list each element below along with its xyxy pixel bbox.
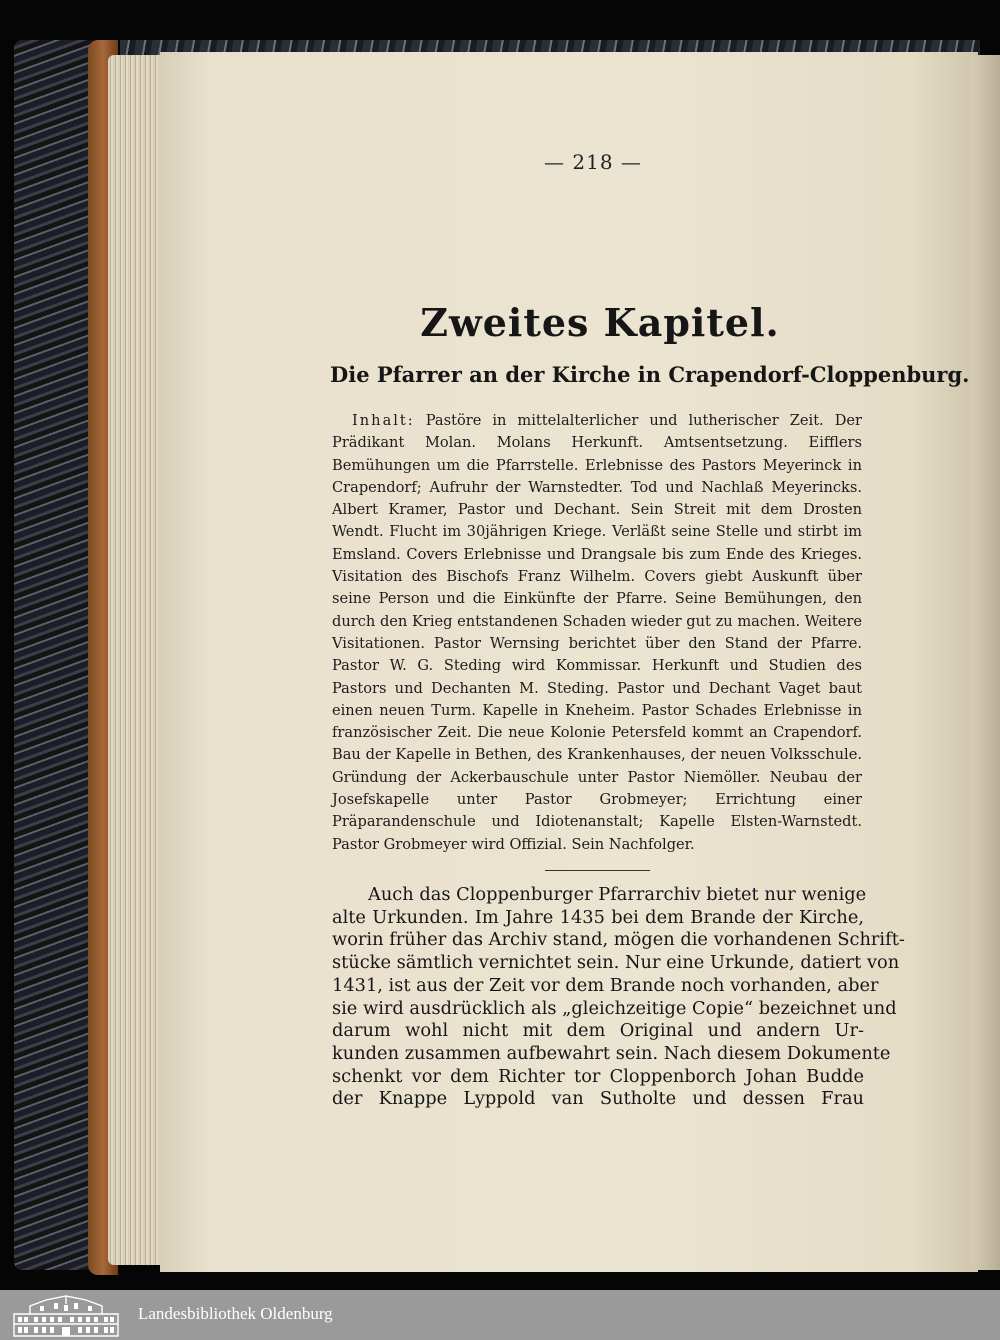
page-right-edge [972, 55, 1000, 1270]
summary-text: Pastöre in mittelalterlicher und lutherischer Zeit. Der Prädikant Molan. Molans Herkunft. Amtsentsetzung. Eifflers Bemühungen um die Pfarrstelle. Erlebnisse des Pastors Meyerinck in Crapendorf; Aufruhr der Warnstedter. Tod und Nachlaß Meyerincks. Albert Kramer, Pastor und Dechant. Sein Streit mit dem Drosten Wendt. Flucht im 30jährigen Kriege. Verläßt seine Stelle und stirbt im Emsland. Covers Erlebnisse und Drangsale bis zum Ende des Krieges. Visitation des Bischofs Franz Wilhelm. Covers giebt Auskunft über seine Person und die Einkünfte der Pfarre. Seine Bemühungen, den durch den Krieg entstandenen Schaden wieder gut zu machen. Weitere Visitationen. Pastor Wernsing berichtet über den Stand der Pfarre. Pastor W. G. Steding wird Kommissar. Herkunft und Studien des Pastors und Dechanten M. Steding. Pastor und Dechant Vaget baut einen neuen Turm. Kapelle in Kneheim. Pastor Schades Erlebnisse in französischer Zeit. Die neue Kolonie Petersfeld kommt an Crapendorf. Bau der Kapelle in Bethen, des Krankenhauses, der neuen Volksschule. Gründung der Ackerbauschule unter Pastor Niemöller. Neubau der Josefskapelle unter Pastor Grobmeyer; Errichtung einer Präparandenschule und Idiotenanstalt; Kapelle Elsten-Warnstedt. Pastor Grobmeyer wird Offizial. Sein Nachfolger. [332, 412, 863, 853]
body-line: darum wohl nicht mit dem Original und andern Ur- [332, 1020, 864, 1042]
chapter-title: Zweites Kapitel. [420, 300, 780, 345]
footer-bar [0, 1290, 1000, 1340]
body-line: Auch das Cloppenburger Pfarrarchiv bietet nur wenige [368, 884, 867, 905]
body-text [332, 884, 905, 1111]
body-line: worin früher das Archiv stand, mögen die vorhandenen Schrift- [332, 929, 905, 951]
body-line: stücke sämtlich vernichtet sein. Nur eine Urkunde, datiert von [332, 952, 900, 974]
summary-label: Inhalt: [352, 412, 415, 429]
body-line: sie wird ausdrücklich als „gleichzeitige Copie“ bezeichnet und [332, 997, 897, 1019]
body-line: kunden zusammen aufbewahrt sein. Nach diesem Dokumente [332, 1042, 891, 1064]
section-separator [545, 870, 650, 871]
library-building-logo-icon [10, 1292, 122, 1338]
body-line: alte Urkunden. Im Jahre 1435 bei dem Brande der Kirche, [332, 906, 864, 928]
body-line: schenkt vor dem Richter tor Cloppenborch Johan Budde [332, 1065, 864, 1087]
chapter-subtitle: Die Pfarrer an der Kirche in Crapendorf-Cloppenburg. [330, 362, 970, 387]
body-line: 1431, ist aus der Zeit vor dem Brande noch vorhanden, aber [332, 974, 879, 996]
page-number: — 218 — [544, 150, 642, 174]
footer-library-name: Landesbibliothek Oldenburg [138, 1304, 333, 1323]
chapter-summary [332, 410, 862, 856]
body-line: der Knappe Lyppold van Sutholte und dessen Frau [332, 1088, 864, 1110]
